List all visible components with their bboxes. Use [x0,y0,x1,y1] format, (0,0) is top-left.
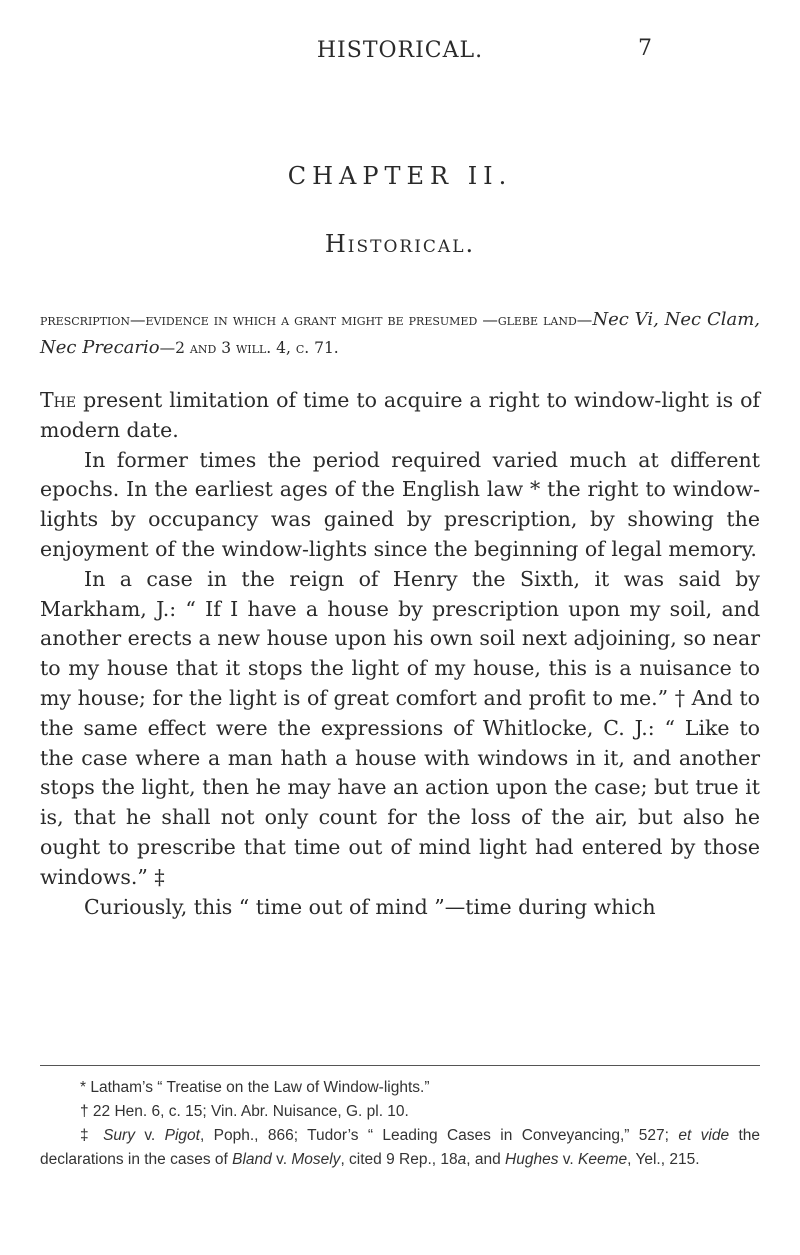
case-name: Sury [103,1127,135,1144]
paragraph-2: In former times the period required varied much at different epochs. In the earliest ages of the English law * the right to window-lights by occupancy was gained by prescription, by showing the enjoyment of the window-lights since the beginning of legal memory. [40,447,760,561]
footnote-3 [40,1124,760,1172]
footnote-3-text: , cited 9 Rep., 18 [340,1151,458,1168]
footnote-3-vide: et vide [678,1127,730,1144]
paragraph-1 [40,386,760,446]
summary-maxim: Nec Vi, Nec Clam, Nec Precario [40,309,761,358]
footnote-1: * Latham’s “ Treatise on the Law of Window-lights.” [80,1079,430,1096]
footnote-3-text: v. [134,1127,165,1144]
chapter-summary [40,306,760,362]
case-name: Keeme [578,1151,628,1168]
summary-text-2: —2 and 3 will. 4, c. 71. [159,339,339,357]
chapter-heading: CHAPTER II. [287,162,513,190]
paragraph-1-text: present limitation of time to acquire a right to window-light is of modern date. [40,388,760,442]
footnote-3-text: , Poph., 866; Tudor’s “ Leading Cases in Conveyancing,” 527; [199,1127,679,1144]
footnote-divider [40,1065,760,1066]
body-text [40,386,760,922]
summary-text-1: prescription—evidence in which a grant might be presumed —glebe land— [40,311,593,329]
folio-suffix: a [457,1151,467,1168]
case-name: Bland [232,1151,272,1168]
paragraph-1-lead: The [40,388,77,412]
footnote-3-text: v. [271,1151,292,1168]
footnote-3-text: , Yel., 215. [627,1151,700,1168]
case-name: Pigot [164,1127,200,1144]
chapter-title: Historical. [324,230,476,258]
footnote-2: † 22 Hen. 6, c. 15; Vin. Abr. Nuisance, G. pl. 10. [80,1103,409,1120]
footnote-3-text: , and [466,1151,506,1168]
running-head: HISTORICAL. [316,38,484,63]
paragraph-4: Curiously, this “ time out of mind ”—time during which [84,894,656,919]
footnotes [40,1076,760,1172]
case-name: Hughes [505,1151,559,1168]
footnote-3-mark: ‡ [80,1127,104,1144]
case-name: Mosely [291,1151,341,1168]
footnote-3-text: v. [558,1151,578,1168]
paragraph-3: In a case in the reign of Henry the Sixth, it was said by Markham, J.: “ If I have a house by prescription upon my soil, and another erects a new house upon his own soil next adjoining, so near to my house that it stops the light of my house, this is a nuisance to my house; for the light is of great comfort and profit to me.” † And to the same effect were the expressions of Whitlocke, C. J.: “ Like to the case where a man hath a house with windows in it, and another stops the light, then he may have an action upon the case; but true it is, that he shall not only count for the loss of the air, but also he ought to prescribe that time out of mind light had entered by those windows.” ‡ [40,566,760,889]
page-number: 7 [638,36,652,61]
footnote-3-text: the declarations in the cases of [40,1127,761,1168]
